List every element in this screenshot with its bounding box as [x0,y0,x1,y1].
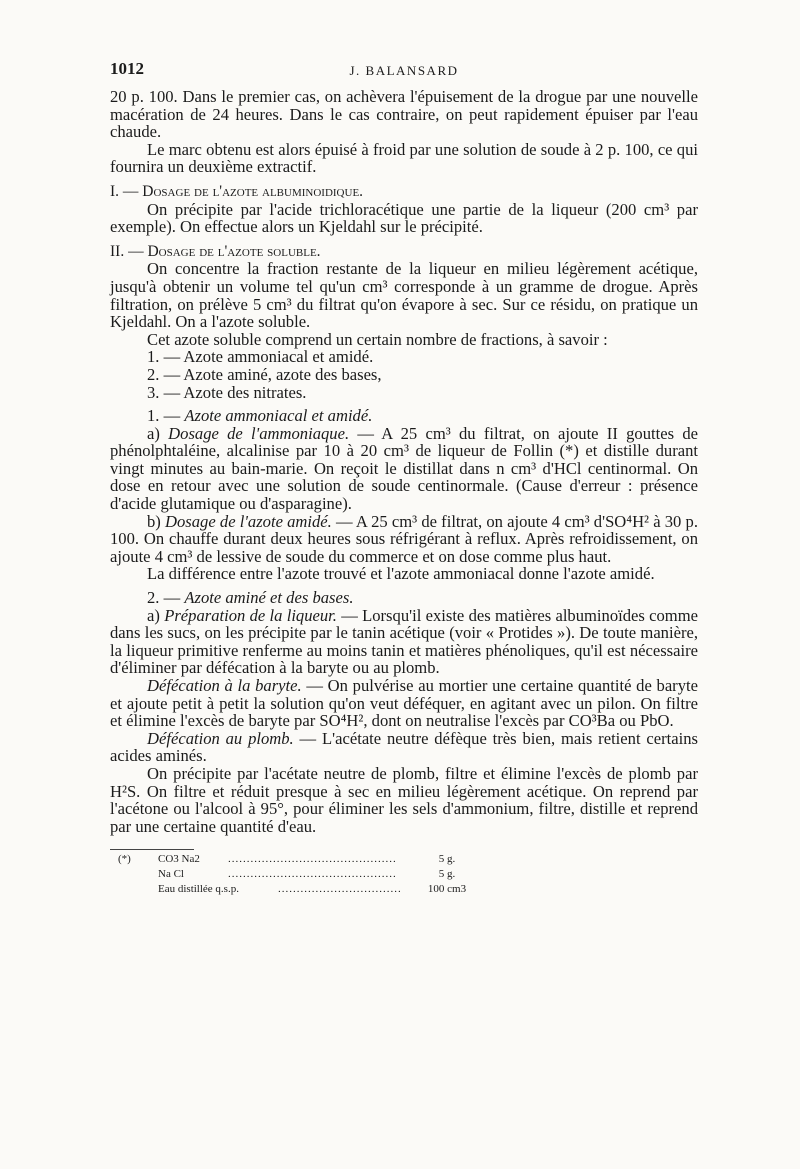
section-title: Dosage de l'azote albuminoidique. [142,182,364,200]
item-title: Défécation au plomb. [147,728,294,748]
item-label: a) [147,605,160,625]
footnote-ingredient: Na Cl [158,868,184,881]
paragraph: Le marc obtenu est alors épuisé à froid par une solution de soude à 2 p. 100, ce qui fournira un deuxième extractif. [110,139,698,177]
paragraph [110,677,698,730]
subsection-number: 1. — [147,406,181,426]
leader-dots: ............................................. [228,868,397,881]
item-text: — A 25 cm³ de filtrat, on ajoute 4 cm³ d'SO⁴H² à 30 p. 100. On chauffe durant deux heures sous réfrigérant à reflux. Après refroidissement, on ajoute 4 cm³ de lessive de soude du commerce et on dose comme plus haut. [110,511,698,566]
running-head: J. BALANSARD [349,63,459,78]
item-text: — A 25 cm³ du filtrat, on ajoute II gouttes de phénolphtaléine, alcalinise par 10 à 20 cm³ de liqueur de Follin (*) et distille durant vingt minutes au bain-marie. On reçoit le distillat dans n cm³ d'HCl centinormal. On dose en retour avec une solution de soude centinormale. (Cause d'erreur : présence d'acide glutamique ou d'asparagine). [110,423,698,514]
footnote-row [110,868,698,880]
paragraph: On concentre la fraction restante de la liqueur en milieu légèrement acétique, jusqu'à obtenir un volume tel qu'un cm³ corresponde à un gramme de drogue. Après filtration, on prélève 5 cm³ du filtrat qu'on évapore à sec. Sur ce résidu, on pratique un Kjeldahl. On a l'azote soluble. [110,259,698,332]
item-text: — Lorsqu'il existe des matières albuminoïdes comme dans les sucs, on les précipite par le tanin acétique (voir « Protides »). De toute manière, la liqueur primitive renferme au moins tanin et matières phénoliques, qu'il est nécessaire d'éliminer par défécation à la baryte ou au plomb. [110,605,698,678]
list-item: 1. — Azote ammoniacal et amidé. [147,347,374,367]
subsection-heading [110,407,698,425]
footnote-quantity: 5 g. [438,868,456,881]
paragraph: Cet azote soluble comprend un certain nombre de fractions, à savoir : [147,329,608,349]
footnote-quantity: 5 g. [438,853,456,866]
item-label: a) [147,423,160,443]
item-title: Dosage de l'azote amidé. [165,511,332,531]
section-number: I. — [110,182,139,200]
item-text: — On pulvérise au mortier une certaine quantité de baryte et ajoute petit à petit la solution qu'on veut déféquer, en agitant avec un pilon. On filtre et élimine l'excès de baryte par SO⁴H², dont on neutralise l'excès par CO³Ba ou PbO. [110,676,698,731]
paragraph [110,425,698,513]
page-header [110,60,698,88]
item-title: Défécation à la baryte. [147,676,302,695]
item-label: b) [147,511,161,531]
page-number: 1012 [110,59,144,78]
footnote-ingredient: Eau distillée q.s.p. [158,883,239,896]
list-item: 3. — Azote des nitrates. [147,382,307,402]
footnote-ingredient: CO3 Na2 [158,853,200,866]
footnote-rule [110,849,194,850]
footnote-row [110,853,698,865]
footnote-row [110,883,698,895]
paragraph: 20 p. 100. Dans le premier cas, on achèvera l'épuisement de la drogue par une nouvelle macération de 24 heures. Dans le cas contraire, on peut rapidement épuiser par l'eau chaude. [110,87,698,142]
paragraph: On précipite par l'acétate neutre de plomb, filtre et élimine l'excès de plomb par H²S. On filtre et réduit presque à sec en milieu légèrement acétique. On reprend par l'acétone ou l'alcool à 95°, pour éliminer les sels d'ammonium, filtre, distille et reprend par une certaine quantité d'eau. [110,763,698,836]
paragraph: On précipite par l'acide trichloracétique une partie de la liqueur (200 cm³ par exemple). On effectue alors un Kjeldahl sur le précipité. [110,199,698,237]
fraction-list [110,348,698,401]
section-heading [110,183,698,201]
footnote [110,853,698,895]
subsection-title: Azote ammoniacal et amidé. [184,406,373,426]
leader-dots: ............................................. [228,853,397,866]
paragraph [110,607,698,677]
section-title: Dosage de l'azote soluble. [147,242,321,260]
section-number: II. — [110,242,144,260]
item-title: Dosage de l'ammoniaque. [168,423,350,443]
list-item: 2. — Azote aminé, azote des bases, [147,364,382,384]
section-heading [110,243,698,261]
footnote-quantity: 100 cm3 [427,883,467,896]
leader-dots: ................................. [278,883,402,896]
page [110,60,698,895]
paragraph [110,513,698,566]
footnote-mark: (*) [118,853,131,866]
paragraph [110,730,698,765]
subsection-title: Azote aminé et des bases. [184,588,354,608]
paragraph: La différence entre l'azote trouvé et l'azote ammoniacal donne l'azote amidé. [147,564,655,584]
subsection-number: 2. — [147,588,181,608]
item-title: Préparation de la liqueur. [164,605,337,625]
subsection-heading [110,589,698,607]
item-text: — L'acétate neutre défèque très bien, mais retient certains acides aminés. [110,728,699,766]
